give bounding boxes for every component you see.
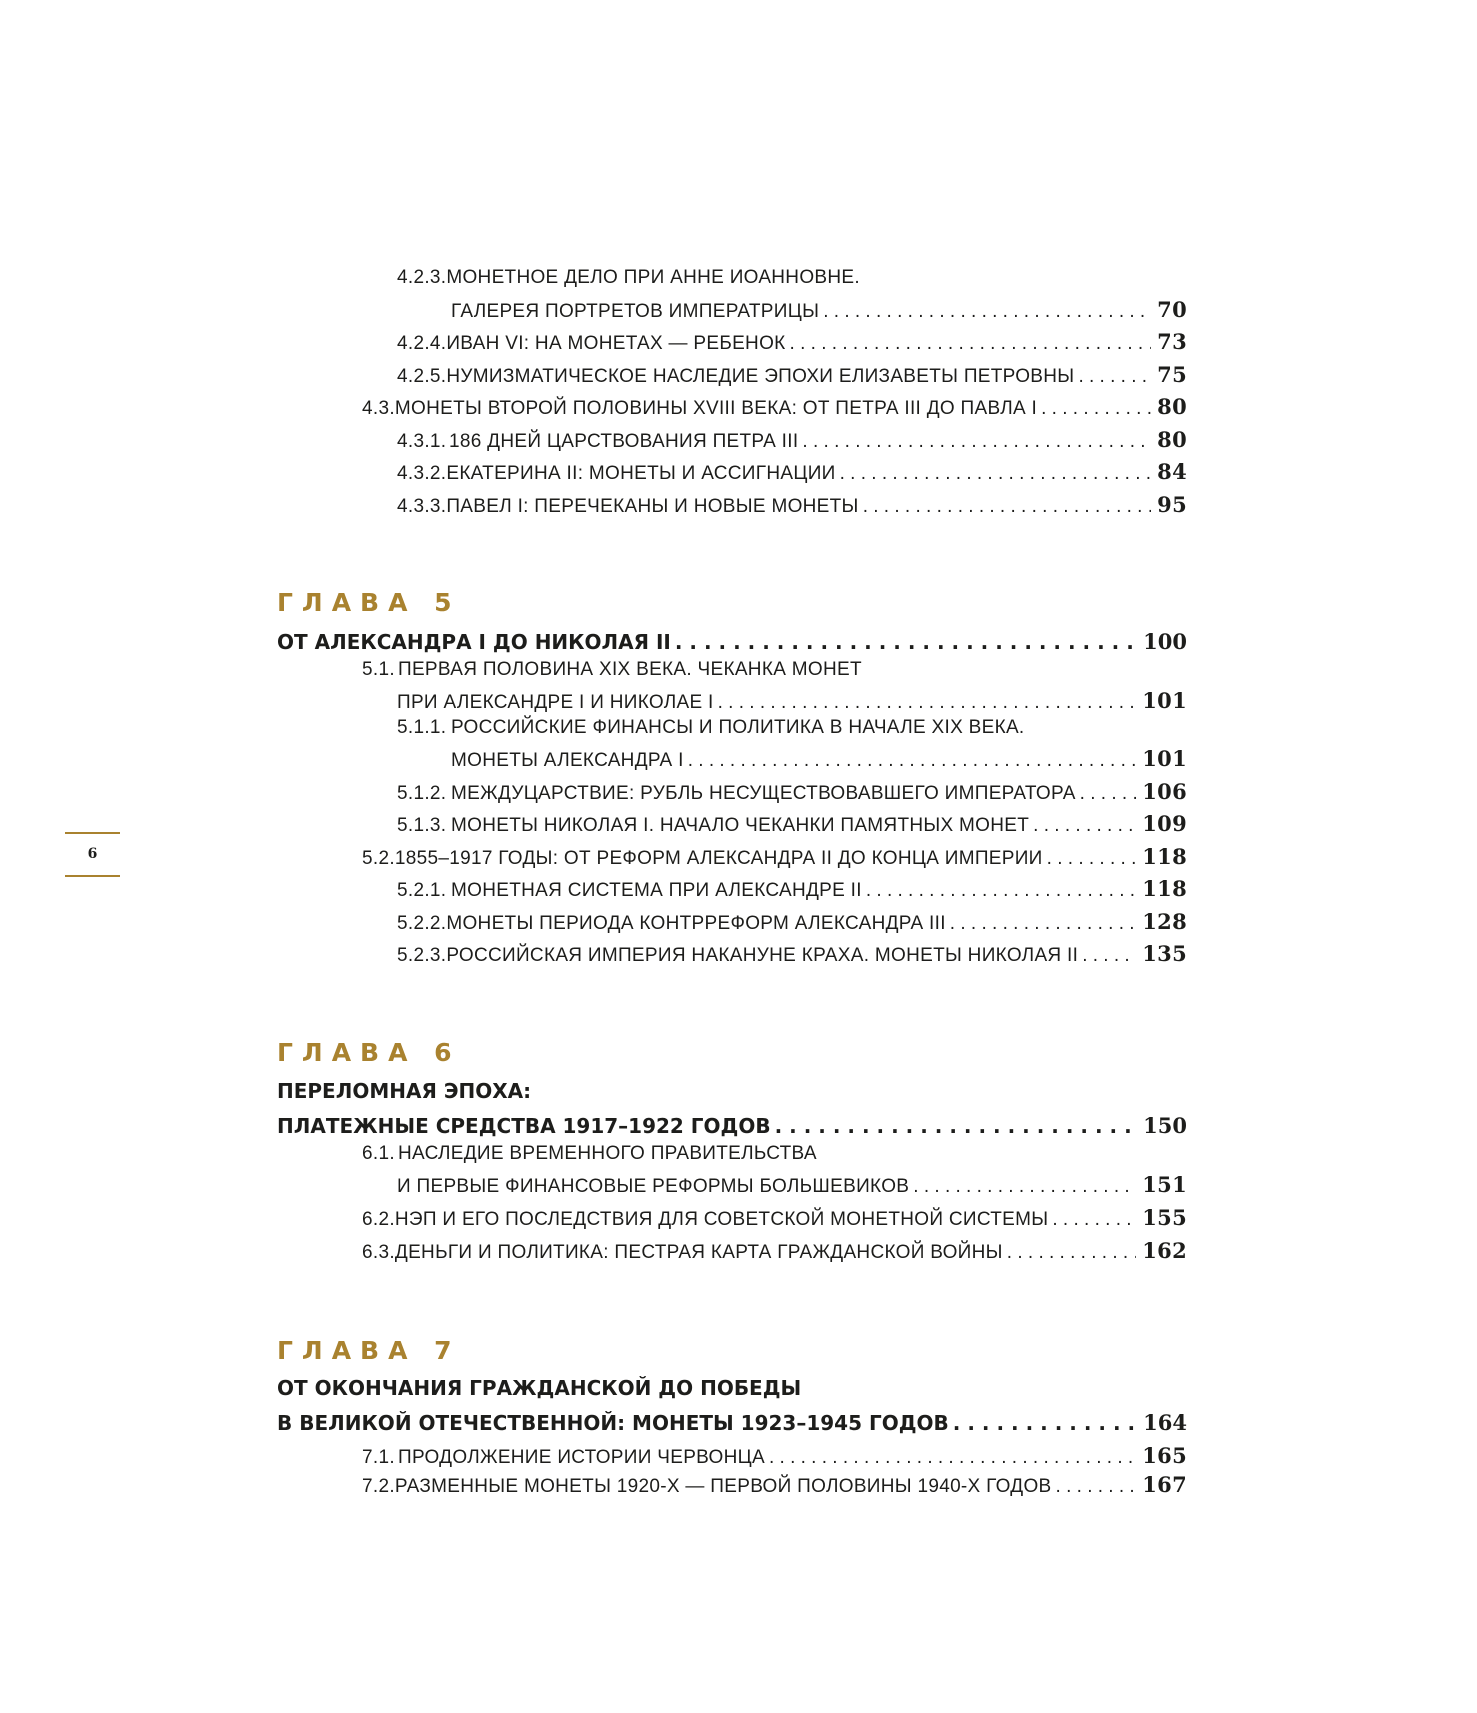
toc-entry-number: 7.2. (362, 1476, 395, 1497)
toc-entry-4-3-3 (397, 494, 1187, 518)
toc-entry-title: МОНЕТЫ НИКОЛАЯ I. НАЧАЛО ЧЕКАНКИ ПАМЯТНЫХ МОНЕТ (451, 815, 1030, 836)
toc-entry-number: 4.2.5. (397, 366, 447, 387)
toc-page-number: 70 (1157, 297, 1187, 322)
toc-entry-5-1-1-line2 (451, 748, 1187, 772)
leader-dots (718, 692, 1137, 714)
toc-entry-title: 1855–1917 ГОДЫ: ОТ РЕФОРМ АЛЕКСАНДРА II ДО КОНЦА ИМПЕРИИ (394, 848, 1043, 869)
toc-entry-title: НУМИЗМАТИЧЕСКОЕ НАСЛЕДИЕ ЭПОХИ ЕЛИЗАВЕТЫ ПЕТРОВНЫ (446, 366, 1075, 387)
toc-page-number: 151 (1142, 1172, 1187, 1197)
leader-dots (1033, 815, 1136, 837)
toc-entry-number: 5.2. (362, 848, 395, 869)
leader-dots (1080, 783, 1137, 805)
toc-entry-number: 5.1.1. (397, 717, 447, 738)
toc-chapter-title: ОТ АЛЕКСАНДРА I ДО НИКОЛАЯ II (277, 630, 671, 654)
page-number-rule-top (65, 832, 120, 834)
toc-page-number: 164 (1143, 1410, 1187, 1435)
leader-dots (1052, 1209, 1136, 1231)
toc-entry-title: ПАВЕЛ I: ПЕРЕЧЕКАНЫ И НОВЫЕ МОНЕТЫ (446, 496, 859, 517)
toc-entry-title: ПРОДОЛЖЕНИЕ ИСТОРИИ ЧЕРВОНЦА (398, 1447, 765, 1468)
toc-page-number: 155 (1142, 1205, 1187, 1230)
toc-page-number: 95 (1157, 492, 1187, 517)
toc-entry-title: РОССИЙСКИЕ ФИНАНСЫ И ПОЛИТИКА В НАЧАЛЕ XIX ВЕКА. (451, 717, 1025, 738)
toc-entry-number: 5.1. (362, 659, 395, 680)
toc-entry-number: 6.2. (362, 1209, 395, 1230)
toc-entry-6-1-line1 (362, 1143, 817, 1165)
toc-page-number: 101 (1142, 746, 1187, 771)
leader-dots (863, 496, 1151, 518)
leader-dots (840, 463, 1152, 485)
leader-dots (1056, 1476, 1137, 1498)
leader-dots (790, 333, 1152, 355)
toc-entry-4-3-1 (397, 429, 1187, 453)
leader-dots (1078, 366, 1151, 388)
toc-entry-4-2-4 (397, 331, 1187, 355)
page-number-marker (65, 832, 120, 877)
toc-entry-5-1-3 (397, 813, 1187, 837)
leader-dots (866, 880, 1136, 902)
toc-entry-title: МЕЖДУЦАРСТВИЕ: РУБЛЬ НЕСУЩЕСТВОВАВШЕГО ИМПЕРАТОРА (451, 783, 1076, 804)
leader-dots (1082, 945, 1136, 967)
toc-entry-5-2-2 (397, 911, 1187, 935)
toc-entry-5-2-3 (397, 943, 1187, 967)
chapter-5-label: ГЛАВА 5 (277, 588, 461, 617)
toc-page-number: 106 (1142, 779, 1187, 804)
toc-entry-number: 4.3. (362, 398, 395, 419)
chapter-7-label: ГЛАВА 7 (277, 1336, 461, 1365)
toc-page-number: 75 (1157, 362, 1187, 387)
toc-entry-title: ДЕНЬГИ И ПОЛИТИКА: ПЕСТРАЯ КАРТА ГРАЖДАНСКОЙ ВОЙНЫ (394, 1242, 1003, 1263)
toc-entry-5-1-line1 (362, 659, 862, 681)
toc-entry-title: МОНЕТЫ ВТОРОЙ ПОЛОВИНЫ XVIII ВЕКА: ОТ ПЕТРА III ДО ПАВЛА I (394, 398, 1038, 419)
toc-entry-number: 5.1.3. (397, 815, 447, 836)
toc-page-number: 128 (1142, 909, 1187, 934)
toc-entry-number: 5.2.2. (397, 913, 447, 934)
toc-entry-title: МОНЕТНАЯ СИСТЕМА ПРИ АЛЕКСАНДРЕ II (451, 880, 862, 901)
toc-entry-title: МОНЕТЫ АЛЕКСАНДРА I (451, 750, 684, 771)
toc-page-number: 167 (1142, 1472, 1187, 1497)
leader-dots (802, 431, 1151, 453)
page-number-rule-bottom (65, 875, 120, 877)
toc-entry-number: 4.2.4. (397, 333, 447, 354)
toc-page-number: 162 (1142, 1238, 1187, 1263)
toc-entry-5-1-2 (397, 781, 1187, 805)
toc-entry-7-2 (362, 1474, 1187, 1498)
toc-entry-title: ГАЛЕРЕЯ ПОРТРЕТОВ ИМПЕРАТРИЦЫ (451, 301, 820, 322)
toc-entry-5-2 (362, 846, 1187, 870)
toc-entry-title: НАСЛЕДИЕ ВРЕМЕННОГО ПРАВИТЕЛЬСТВА (398, 1143, 817, 1164)
toc-entry-number: 4.3.1. (397, 431, 447, 452)
toc-entry-title: ЕКАТЕРИНА II: МОНЕТЫ И АССИГНАЦИИ (446, 463, 836, 484)
toc-entry-title: РАЗМЕННЫЕ МОНЕТЫ 1920-Х — ПЕРВОЙ ПОЛОВИНЫ 1940-Х ГОДОВ (394, 1476, 1052, 1497)
toc-entry-number: 4.2.3. (397, 267, 447, 288)
chapter-5-title (277, 631, 1187, 653)
toc-entry-title: 186 ДНЕЙ ЦАРСТВОВАНИЯ ПЕТРА III (449, 431, 799, 452)
chapter-7-title-line1: ОТ ОКОНЧАНИЯ ГРАЖДАНСКОЙ ДО ПОБЕДЫ (277, 1376, 802, 1400)
leader-dots (688, 750, 1137, 772)
toc-page-number: 165 (1142, 1443, 1187, 1468)
toc-page-number: 135 (1142, 941, 1187, 966)
toc-page-number: 80 (1157, 427, 1187, 452)
toc-entry-4-3-2 (397, 461, 1187, 485)
toc-entry-4-3 (362, 396, 1187, 420)
toc-entry-6-1-line2 (397, 1174, 1187, 1198)
toc-entry-4-2-5 (397, 364, 1187, 388)
toc-entry-title: ИВАН VI: НА МОНЕТАХ — РЕБЕНОК (446, 333, 786, 354)
leader-dots (950, 913, 1136, 935)
toc-page-number: 100 (1143, 629, 1187, 654)
toc-entry-6-3 (362, 1240, 1187, 1264)
toc-entry-title: РОССИЙСКАЯ ИМПЕРИЯ НАКАНУНЕ КРАХА. МОНЕТЫ НИКОЛАЯ II (446, 945, 1079, 966)
toc-entry-6-2 (362, 1207, 1187, 1231)
leader-dots (675, 631, 1137, 653)
leader-dots (913, 1176, 1136, 1198)
toc-entry-number: 4.3.3. (397, 496, 447, 517)
leader-dots (953, 1412, 1137, 1434)
leader-dots (823, 301, 1151, 323)
toc-entry-number: 5.2.1. (397, 880, 447, 901)
toc-chapter-title: ПЛАТЕЖНЫЕ СРЕДСТВА 1917–1922 ГОДОВ (277, 1114, 771, 1138)
toc-chapter-title: В ВЕЛИКОЙ ОТЕЧЕСТВЕННОЙ: МОНЕТЫ 1923–1945 ГОДОВ (277, 1411, 949, 1435)
leader-dots (775, 1115, 1138, 1137)
chapter-6-label: ГЛАВА 6 (277, 1038, 461, 1067)
toc-entry-number: 6.3. (362, 1242, 395, 1263)
chapter-7-title-line2 (277, 1412, 1187, 1434)
toc-page-number: 118 (1142, 876, 1187, 901)
toc-entry-5-2-1 (397, 878, 1187, 902)
toc-entry-number: 7.1. (362, 1447, 395, 1468)
toc-entry-5-1-1-line1 (397, 717, 1025, 739)
toc-page-number: 73 (1157, 329, 1187, 354)
leader-dots (769, 1447, 1136, 1469)
leader-dots (1041, 398, 1151, 420)
toc-entry-number: 6.1. (362, 1143, 395, 1164)
toc-entry-5-1-line2 (397, 690, 1187, 714)
leader-dots (1047, 848, 1137, 870)
page-number: 6 (87, 846, 98, 862)
chapter-6-title-line1: ПЕРЕЛОМНАЯ ЭПОХА: (277, 1079, 532, 1103)
toc-entry-title: МОНЕТЫ ПЕРИОДА КОНТРРЕФОРМ АЛЕКСАНДРА III (446, 913, 946, 934)
chapter-6-title-line2 (277, 1115, 1187, 1137)
toc-page-number: 84 (1157, 459, 1187, 484)
toc-page-number: 80 (1157, 394, 1187, 419)
toc-entry-number: 4.3.2. (397, 463, 447, 484)
toc-page-number: 150 (1143, 1113, 1187, 1138)
toc-entry-number: 5.2.3. (397, 945, 447, 966)
toc-entry-4-2-3-line1 (397, 267, 860, 289)
leader-dots (1007, 1242, 1136, 1264)
toc-entry-number: 5.1.2. (397, 783, 447, 804)
toc-entry-title: ПЕРВАЯ ПОЛОВИНА XIX ВЕКА. ЧЕКАНКА МОНЕТ (398, 659, 862, 680)
toc-entry-title: МОНЕТНОЕ ДЕЛО ПРИ АННЕ ИОАННОВНЕ. (446, 267, 860, 288)
toc-entry-title: ПРИ АЛЕКСАНДРЕ I И НИКОЛАЕ I (397, 692, 714, 713)
toc-entry-title: И ПЕРВЫЕ ФИНАНСОВЫЕ РЕФОРМЫ БОЛЬШЕВИКОВ (397, 1176, 910, 1197)
toc-page-number: 101 (1142, 688, 1187, 713)
toc-entry-7-1 (362, 1445, 1187, 1469)
toc-page-number: 109 (1142, 811, 1187, 836)
toc-entry-4-2-3-line2 (451, 299, 1187, 323)
toc-entry-title: НЭП И ЕГО ПОСЛЕДСТВИЯ ДЛЯ СОВЕТСКОЙ МОНЕТНОЙ СИСТЕМЫ (394, 1209, 1049, 1230)
toc-page-number: 118 (1142, 844, 1187, 869)
